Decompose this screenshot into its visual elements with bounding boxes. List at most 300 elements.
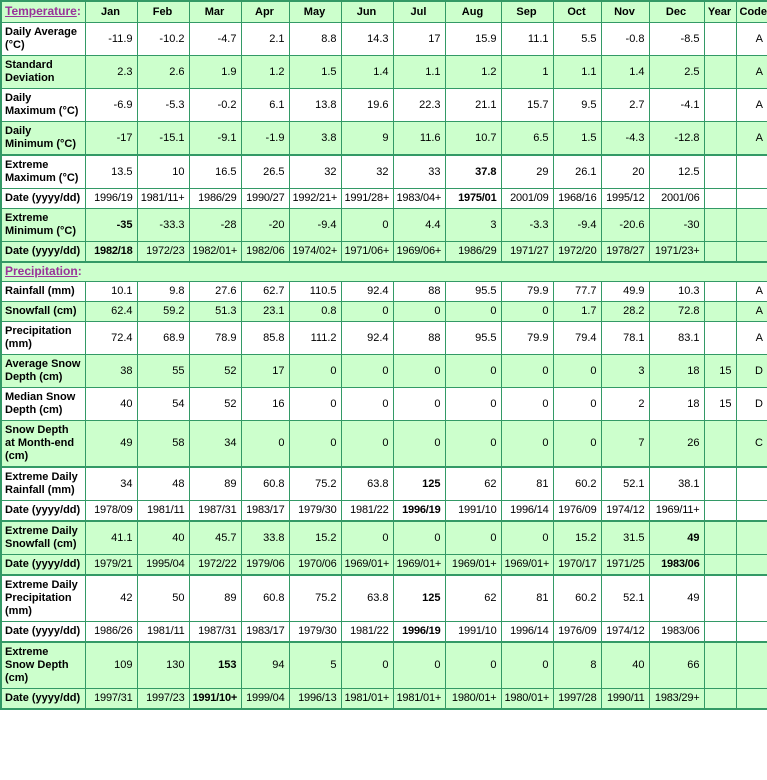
cell-average-snow-depth-feb: 55 <box>137 355 189 388</box>
cell-daily-maximum-jan: -6.9 <box>85 89 137 122</box>
cell-extreme-daily-rainfall-mar: 89 <box>189 467 241 501</box>
cell-median-snow-depth-jan: 40 <box>85 388 137 421</box>
row-extreme-minimum-date <box>1 242 767 263</box>
month-header-jun: Jun <box>341 1 393 23</box>
cell-daily-average-jan: -11.9 <box>85 23 137 56</box>
cell-daily-maximum-jun: 19.6 <box>341 89 393 122</box>
table-header-row <box>1 1 767 23</box>
cell-rainfall-nov: 49.9 <box>601 282 649 302</box>
cell-extreme-daily-snowfall-dec: 49 <box>649 521 704 555</box>
cell-average-snow-depth-aug: 0 <box>445 355 501 388</box>
table-body <box>1 23 767 710</box>
cell-rainfall-dec: 10.3 <box>649 282 704 302</box>
code-cell-median-snow-depth: D <box>736 388 767 421</box>
cell-extreme-maximum-date-aug: 1975/01 <box>445 189 501 209</box>
precipitation-section-link[interactable]: Precipitation <box>5 264 78 278</box>
row-label-snow-depth-month-end: Snow Depth at Month-end (cm) <box>1 421 85 468</box>
row-label-extreme-daily-snowfall: Extreme Daily Snowfall (cm) <box>1 521 85 555</box>
row-label-extreme-snow-depth: Extreme Snow Depth (cm) <box>1 642 85 689</box>
cell-daily-average-apr: 2.1 <box>241 23 289 56</box>
row-extreme-daily-precipitation <box>1 575 767 622</box>
code-cell-extreme-maximum-date <box>736 189 767 209</box>
month-header-aug: Aug <box>445 1 501 23</box>
cell-daily-maximum-apr: 6.1 <box>241 89 289 122</box>
cell-extreme-snow-depth-date-sep: 1980/01+ <box>501 689 553 710</box>
year-cell-extreme-daily-rainfall-date <box>704 501 736 522</box>
cell-extreme-daily-precipitation-mar: 89 <box>189 575 241 622</box>
cell-precipitation-jun: 92.4 <box>341 322 393 355</box>
row-label-daily-maximum: Daily Maximum (°C) <box>1 89 85 122</box>
cell-daily-maximum-aug: 21.1 <box>445 89 501 122</box>
cell-extreme-minimum-jan: -35 <box>85 209 137 242</box>
cell-extreme-minimum-date-mar: 1982/01+ <box>189 242 241 263</box>
month-header-may: May <box>289 1 341 23</box>
code-cell-extreme-daily-snowfall <box>736 521 767 555</box>
cell-extreme-daily-rainfall-date-sep: 1996/14 <box>501 501 553 522</box>
cell-snow-depth-month-end-mar: 34 <box>189 421 241 468</box>
code-cell-extreme-daily-rainfall <box>736 467 767 501</box>
cell-extreme-daily-snowfall-date-feb: 1995/04 <box>137 555 189 576</box>
cell-extreme-daily-snowfall-date-mar: 1972/22 <box>189 555 241 576</box>
cell-daily-average-dec: -8.5 <box>649 23 704 56</box>
cell-extreme-maximum-mar: 16.5 <box>189 155 241 189</box>
month-header-jan: Jan <box>85 1 137 23</box>
cell-extreme-snow-depth-date-feb: 1997/23 <box>137 689 189 710</box>
cell-snowfall-oct: 1.7 <box>553 302 601 322</box>
row-extreme-maximum-date <box>1 189 767 209</box>
month-header-sep: Sep <box>501 1 553 23</box>
code-cell-daily-minimum: A <box>736 122 767 156</box>
cell-extreme-daily-rainfall-date-apr: 1983/17 <box>241 501 289 522</box>
cell-median-snow-depth-apr: 16 <box>241 388 289 421</box>
cell-extreme-daily-snowfall-date-nov: 1971/25 <box>601 555 649 576</box>
cell-extreme-daily-rainfall-date-nov: 1974/12 <box>601 501 649 522</box>
code-cell-extreme-daily-precipitation-date <box>736 622 767 643</box>
row-median-snow-depth <box>1 388 767 421</box>
row-label-snowfall: Snowfall (cm) <box>1 302 85 322</box>
cell-extreme-maximum-may: 32 <box>289 155 341 189</box>
cell-extreme-snow-depth-jun: 0 <box>341 642 393 689</box>
cell-precipitation-apr: 85.8 <box>241 322 289 355</box>
month-header-apr: Apr <box>241 1 289 23</box>
precipitation-section-header-cell <box>1 262 767 282</box>
cell-extreme-daily-precipitation-date-apr: 1983/17 <box>241 622 289 643</box>
cell-extreme-minimum-date-nov: 1978/27 <box>601 242 649 263</box>
cell-daily-average-oct: 5.5 <box>553 23 601 56</box>
cell-daily-average-jun: 14.3 <box>341 23 393 56</box>
cell-average-snow-depth-jun: 0 <box>341 355 393 388</box>
cell-standard-deviation-jan: 2.3 <box>85 56 137 89</box>
cell-snow-depth-month-end-jan: 49 <box>85 421 137 468</box>
cell-daily-minimum-may: 3.8 <box>289 122 341 156</box>
cell-daily-minimum-dec: -12.8 <box>649 122 704 156</box>
cell-extreme-daily-snowfall-date-jun: 1969/01+ <box>341 555 393 576</box>
cell-extreme-snow-depth-date-aug: 1980/01+ <box>445 689 501 710</box>
cell-extreme-daily-rainfall-date-may: 1979/30 <box>289 501 341 522</box>
cell-daily-average-feb: -10.2 <box>137 23 189 56</box>
cell-daily-average-aug: 15.9 <box>445 23 501 56</box>
cell-snow-depth-month-end-jun: 0 <box>341 421 393 468</box>
cell-average-snow-depth-nov: 3 <box>601 355 649 388</box>
cell-average-snow-depth-may: 0 <box>289 355 341 388</box>
row-rainfall <box>1 282 767 302</box>
cell-extreme-maximum-date-nov: 1995/12 <box>601 189 649 209</box>
cell-daily-average-jul: 17 <box>393 23 445 56</box>
year-cell-extreme-snow-depth <box>704 642 736 689</box>
cell-extreme-daily-precipitation-date-jun: 1981/22 <box>341 622 393 643</box>
cell-standard-deviation-oct: 1.1 <box>553 56 601 89</box>
cell-extreme-daily-rainfall-date-jan: 1978/09 <box>85 501 137 522</box>
cell-extreme-daily-rainfall-date-jun: 1981/22 <box>341 501 393 522</box>
cell-extreme-maximum-date-may: 1992/21+ <box>289 189 341 209</box>
year-cell-extreme-snow-depth-date <box>704 689 736 710</box>
cell-extreme-maximum-date-dec: 2001/06 <box>649 189 704 209</box>
cell-average-snow-depth-mar: 52 <box>189 355 241 388</box>
cell-extreme-daily-snowfall-jan: 41.1 <box>85 521 137 555</box>
cell-extreme-daily-precipitation-jul: 125 <box>393 575 445 622</box>
cell-rainfall-apr: 62.7 <box>241 282 289 302</box>
cell-extreme-snow-depth-date-apr: 1999/04 <box>241 689 289 710</box>
cell-extreme-snow-depth-mar: 153 <box>189 642 241 689</box>
cell-extreme-minimum-date-may: 1974/02+ <box>289 242 341 263</box>
cell-extreme-maximum-oct: 26.1 <box>553 155 601 189</box>
cell-extreme-snow-depth-date-nov: 1990/11 <box>601 689 649 710</box>
code-cell-extreme-daily-precipitation <box>736 575 767 622</box>
cell-extreme-minimum-mar: -28 <box>189 209 241 242</box>
cell-rainfall-feb: 9.8 <box>137 282 189 302</box>
cell-extreme-daily-snowfall-date-jul: 1969/01+ <box>393 555 445 576</box>
code-cell-snow-depth-month-end: C <box>736 421 767 468</box>
cell-extreme-minimum-nov: -20.6 <box>601 209 649 242</box>
cell-extreme-snow-depth-apr: 94 <box>241 642 289 689</box>
year-cell-snow-depth-month-end <box>704 421 736 468</box>
cell-extreme-daily-snowfall-jun: 0 <box>341 521 393 555</box>
cell-extreme-daily-rainfall-date-mar: 1987/31 <box>189 501 241 522</box>
cell-average-snow-depth-jul: 0 <box>393 355 445 388</box>
cell-extreme-daily-precipitation-date-sep: 1996/14 <box>501 622 553 643</box>
cell-precipitation-nov: 78.1 <box>601 322 649 355</box>
cell-extreme-daily-rainfall-date-jul: 1996/19 <box>393 501 445 522</box>
code-cell-extreme-maximum <box>736 155 767 189</box>
month-header-oct: Oct <box>553 1 601 23</box>
cell-extreme-snow-depth-sep: 0 <box>501 642 553 689</box>
cell-extreme-maximum-date-oct: 1968/16 <box>553 189 601 209</box>
cell-median-snow-depth-dec: 18 <box>649 388 704 421</box>
cell-extreme-daily-snowfall-date-oct: 1970/17 <box>553 555 601 576</box>
cell-precipitation-may: 111.2 <box>289 322 341 355</box>
cell-rainfall-aug: 95.5 <box>445 282 501 302</box>
cell-precipitation-oct: 79.4 <box>553 322 601 355</box>
row-extreme-daily-rainfall-date <box>1 501 767 522</box>
row-extreme-daily-snowfall-date <box>1 555 767 576</box>
cell-average-snow-depth-sep: 0 <box>501 355 553 388</box>
cell-snowfall-may: 0.8 <box>289 302 341 322</box>
cell-standard-deviation-jun: 1.4 <box>341 56 393 89</box>
month-header-feb: Feb <box>137 1 189 23</box>
year-cell-extreme-daily-precipitation <box>704 575 736 622</box>
cell-snowfall-nov: 28.2 <box>601 302 649 322</box>
cell-extreme-daily-rainfall-date-oct: 1976/09 <box>553 501 601 522</box>
cell-extreme-minimum-date-aug: 1986/29 <box>445 242 501 263</box>
row-extreme-snow-depth <box>1 642 767 689</box>
year-cell-extreme-daily-snowfall <box>704 521 736 555</box>
cell-daily-maximum-dec: -4.1 <box>649 89 704 122</box>
cell-extreme-snow-depth-jan: 109 <box>85 642 137 689</box>
row-label-extreme-daily-snowfall-date: Date (yyyy/dd) <box>1 555 85 576</box>
row-average-snow-depth <box>1 355 767 388</box>
temperature-section-link[interactable]: Temperature <box>5 4 77 18</box>
year-cell-daily-maximum <box>704 89 736 122</box>
cell-extreme-snow-depth-may: 5 <box>289 642 341 689</box>
code-cell-extreme-snow-depth-date <box>736 689 767 710</box>
code-cell-extreme-minimum-date <box>736 242 767 263</box>
cell-extreme-daily-precipitation-date-nov: 1974/12 <box>601 622 649 643</box>
cell-extreme-snow-depth-date-jan: 1997/31 <box>85 689 137 710</box>
cell-extreme-minimum-date-apr: 1982/06 <box>241 242 289 263</box>
cell-snow-depth-month-end-sep: 0 <box>501 421 553 468</box>
cell-extreme-daily-rainfall-jun: 63.8 <box>341 467 393 501</box>
row-daily-average <box>1 23 767 56</box>
cell-extreme-maximum-date-feb: 1981/11+ <box>137 189 189 209</box>
cell-extreme-snow-depth-oct: 8 <box>553 642 601 689</box>
cell-daily-maximum-may: 13.8 <box>289 89 341 122</box>
cell-extreme-daily-precipitation-oct: 60.2 <box>553 575 601 622</box>
cell-extreme-minimum-date-feb: 1972/23 <box>137 242 189 263</box>
row-label-extreme-daily-rainfall: Extreme Daily Rainfall (mm) <box>1 467 85 501</box>
cell-extreme-snow-depth-jul: 0 <box>393 642 445 689</box>
cell-extreme-minimum-date-dec: 1971/23+ <box>649 242 704 263</box>
cell-extreme-snow-depth-date-dec: 1983/29+ <box>649 689 704 710</box>
row-label-extreme-minimum-date: Date (yyyy/dd) <box>1 242 85 263</box>
cell-extreme-minimum-sep: -3.3 <box>501 209 553 242</box>
cell-snowfall-jun: 0 <box>341 302 393 322</box>
row-snow-depth-month-end <box>1 421 767 468</box>
cell-extreme-daily-snowfall-aug: 0 <box>445 521 501 555</box>
cell-precipitation-aug: 95.5 <box>445 322 501 355</box>
cell-daily-minimum-jan: -17 <box>85 122 137 156</box>
code-cell-precipitation: A <box>736 322 767 355</box>
cell-extreme-snow-depth-aug: 0 <box>445 642 501 689</box>
cell-extreme-daily-rainfall-dec: 38.1 <box>649 467 704 501</box>
cell-extreme-minimum-aug: 3 <box>445 209 501 242</box>
cell-average-snow-depth-oct: 0 <box>553 355 601 388</box>
row-label-precipitation: Precipitation (mm) <box>1 322 85 355</box>
code-header: Code <box>736 1 767 23</box>
cell-daily-minimum-mar: -9.1 <box>189 122 241 156</box>
cell-standard-deviation-may: 1.5 <box>289 56 341 89</box>
cell-extreme-maximum-date-jan: 1996/19 <box>85 189 137 209</box>
cell-daily-average-mar: -4.7 <box>189 23 241 56</box>
cell-daily-average-sep: 11.1 <box>501 23 553 56</box>
cell-extreme-daily-precipitation-date-mar: 1987/31 <box>189 622 241 643</box>
cell-median-snow-depth-jun: 0 <box>341 388 393 421</box>
cell-extreme-daily-rainfall-nov: 52.1 <box>601 467 649 501</box>
cell-daily-maximum-nov: 2.7 <box>601 89 649 122</box>
cell-extreme-maximum-date-sep: 2001/09 <box>501 189 553 209</box>
cell-extreme-minimum-date-jan: 1982/18 <box>85 242 137 263</box>
cell-extreme-daily-rainfall-date-dec: 1969/11+ <box>649 501 704 522</box>
year-cell-extreme-minimum <box>704 209 736 242</box>
cell-rainfall-oct: 77.7 <box>553 282 601 302</box>
cell-extreme-daily-rainfall-jan: 34 <box>85 467 137 501</box>
cell-daily-minimum-oct: 1.5 <box>553 122 601 156</box>
cell-extreme-daily-snowfall-date-apr: 1979/06 <box>241 555 289 576</box>
code-cell-snowfall: A <box>736 302 767 322</box>
cell-extreme-daily-precipitation-jan: 42 <box>85 575 137 622</box>
cell-extreme-minimum-jul: 4.4 <box>393 209 445 242</box>
temperature-section-header-cell <box>1 1 85 23</box>
cell-extreme-minimum-date-sep: 1971/27 <box>501 242 553 263</box>
row-label-extreme-maximum-date: Date (yyyy/dd) <box>1 189 85 209</box>
cell-extreme-daily-precipitation-date-oct: 1976/09 <box>553 622 601 643</box>
cell-snowfall-jan: 62.4 <box>85 302 137 322</box>
cell-snowfall-jul: 0 <box>393 302 445 322</box>
row-label-median-snow-depth: Median Snow Depth (cm) <box>1 388 85 421</box>
row-label-rainfall: Rainfall (mm) <box>1 282 85 302</box>
cell-extreme-snow-depth-dec: 66 <box>649 642 704 689</box>
month-header-mar: Mar <box>189 1 241 23</box>
cell-extreme-daily-rainfall-date-feb: 1981/11 <box>137 501 189 522</box>
cell-snowfall-mar: 51.3 <box>189 302 241 322</box>
row-standard-deviation <box>1 56 767 89</box>
row-daily-maximum <box>1 89 767 122</box>
cell-extreme-daily-snowfall-date-dec: 1983/06 <box>649 555 704 576</box>
cell-median-snow-depth-nov: 2 <box>601 388 649 421</box>
cell-daily-maximum-mar: -0.2 <box>189 89 241 122</box>
cell-daily-minimum-apr: -1.9 <box>241 122 289 156</box>
cell-extreme-daily-snowfall-date-aug: 1969/01+ <box>445 555 501 576</box>
cell-median-snow-depth-sep: 0 <box>501 388 553 421</box>
code-cell-daily-average: A <box>736 23 767 56</box>
row-extreme-daily-rainfall <box>1 467 767 501</box>
cell-extreme-daily-snowfall-date-sep: 1969/01+ <box>501 555 553 576</box>
cell-average-snow-depth-jan: 38 <box>85 355 137 388</box>
precipitation-section-row <box>1 262 767 282</box>
cell-extreme-minimum-may: -9.4 <box>289 209 341 242</box>
cell-rainfall-sep: 79.9 <box>501 282 553 302</box>
cell-daily-minimum-jul: 11.6 <box>393 122 445 156</box>
year-cell-extreme-minimum-date <box>704 242 736 263</box>
code-cell-extreme-daily-snowfall-date <box>736 555 767 576</box>
cell-extreme-daily-rainfall-aug: 62 <box>445 467 501 501</box>
cell-median-snow-depth-jul: 0 <box>393 388 445 421</box>
cell-precipitation-jan: 72.4 <box>85 322 137 355</box>
cell-extreme-snow-depth-date-jun: 1981/01+ <box>341 689 393 710</box>
cell-daily-minimum-nov: -4.3 <box>601 122 649 156</box>
cell-extreme-minimum-feb: -33.3 <box>137 209 189 242</box>
cell-extreme-maximum-date-mar: 1986/29 <box>189 189 241 209</box>
cell-extreme-daily-rainfall-feb: 48 <box>137 467 189 501</box>
cell-rainfall-mar: 27.6 <box>189 282 241 302</box>
cell-extreme-daily-snowfall-jul: 0 <box>393 521 445 555</box>
cell-snow-depth-month-end-apr: 0 <box>241 421 289 468</box>
cell-extreme-maximum-aug: 37.8 <box>445 155 501 189</box>
cell-daily-minimum-feb: -15.1 <box>137 122 189 156</box>
cell-snow-depth-month-end-may: 0 <box>289 421 341 468</box>
cell-median-snow-depth-may: 0 <box>289 388 341 421</box>
cell-rainfall-may: 110.5 <box>289 282 341 302</box>
cell-rainfall-jun: 92.4 <box>341 282 393 302</box>
row-extreme-daily-snowfall <box>1 521 767 555</box>
row-label-daily-minimum: Daily Minimum (°C) <box>1 122 85 156</box>
cell-extreme-daily-precipitation-date-jan: 1986/26 <box>85 622 137 643</box>
row-daily-minimum <box>1 122 767 156</box>
cell-extreme-maximum-dec: 12.5 <box>649 155 704 189</box>
year-cell-extreme-daily-rainfall <box>704 467 736 501</box>
cell-snowfall-aug: 0 <box>445 302 501 322</box>
cell-precipitation-dec: 83.1 <box>649 322 704 355</box>
cell-extreme-maximum-apr: 26.5 <box>241 155 289 189</box>
year-cell-snowfall <box>704 302 736 322</box>
cell-extreme-daily-precipitation-nov: 52.1 <box>601 575 649 622</box>
row-extreme-daily-precipitation-date <box>1 622 767 643</box>
cell-snowfall-dec: 72.8 <box>649 302 704 322</box>
cell-extreme-maximum-feb: 10 <box>137 155 189 189</box>
year-cell-daily-minimum <box>704 122 736 156</box>
cell-extreme-minimum-date-jun: 1971/06+ <box>341 242 393 263</box>
code-cell-extreme-minimum <box>736 209 767 242</box>
cell-snow-depth-month-end-aug: 0 <box>445 421 501 468</box>
cell-extreme-daily-rainfall-may: 75.2 <box>289 467 341 501</box>
cell-daily-maximum-feb: -5.3 <box>137 89 189 122</box>
cell-snowfall-apr: 23.1 <box>241 302 289 322</box>
cell-precipitation-mar: 78.9 <box>189 322 241 355</box>
cell-average-snow-depth-apr: 17 <box>241 355 289 388</box>
cell-average-snow-depth-dec: 18 <box>649 355 704 388</box>
cell-extreme-maximum-sep: 29 <box>501 155 553 189</box>
cell-standard-deviation-mar: 1.9 <box>189 56 241 89</box>
cell-extreme-maximum-date-jun: 1991/28+ <box>341 189 393 209</box>
row-label-extreme-minimum: Extreme Minimum (°C) <box>1 209 85 242</box>
cell-precipitation-jul: 88 <box>393 322 445 355</box>
cell-extreme-snow-depth-date-oct: 1997/28 <box>553 689 601 710</box>
cell-extreme-daily-precipitation-dec: 49 <box>649 575 704 622</box>
row-extreme-maximum <box>1 155 767 189</box>
cell-extreme-daily-snowfall-date-may: 1970/06 <box>289 555 341 576</box>
year-cell-extreme-daily-precipitation-date <box>704 622 736 643</box>
cell-daily-maximum-oct: 9.5 <box>553 89 601 122</box>
year-cell-median-snow-depth: 15 <box>704 388 736 421</box>
cell-snow-depth-month-end-feb: 58 <box>137 421 189 468</box>
cell-median-snow-depth-oct: 0 <box>553 388 601 421</box>
cell-extreme-daily-precipitation-date-may: 1979/30 <box>289 622 341 643</box>
cell-standard-deviation-dec: 2.5 <box>649 56 704 89</box>
cell-extreme-daily-precipitation-aug: 62 <box>445 575 501 622</box>
cell-standard-deviation-aug: 1.2 <box>445 56 501 89</box>
cell-daily-maximum-sep: 15.7 <box>501 89 553 122</box>
code-cell-rainfall: A <box>736 282 767 302</box>
cell-daily-average-may: 8.8 <box>289 23 341 56</box>
year-cell-precipitation <box>704 322 736 355</box>
row-label-extreme-daily-rainfall-date: Date (yyyy/dd) <box>1 501 85 522</box>
cell-standard-deviation-feb: 2.6 <box>137 56 189 89</box>
cell-median-snow-depth-aug: 0 <box>445 388 501 421</box>
cell-extreme-daily-rainfall-apr: 60.8 <box>241 467 289 501</box>
year-cell-standard-deviation <box>704 56 736 89</box>
year-cell-daily-average <box>704 23 736 56</box>
cell-rainfall-jul: 88 <box>393 282 445 302</box>
year-header: Year <box>704 1 736 23</box>
row-label-daily-average: Daily Average (°C) <box>1 23 85 56</box>
cell-extreme-snow-depth-nov: 40 <box>601 642 649 689</box>
cell-extreme-snow-depth-feb: 130 <box>137 642 189 689</box>
cell-standard-deviation-apr: 1.2 <box>241 56 289 89</box>
cell-extreme-daily-snowfall-apr: 33.8 <box>241 521 289 555</box>
cell-snow-depth-month-end-nov: 7 <box>601 421 649 468</box>
row-label-average-snow-depth: Average Snow Depth (cm) <box>1 355 85 388</box>
month-header-jul: Jul <box>393 1 445 23</box>
cell-extreme-maximum-jan: 13.5 <box>85 155 137 189</box>
